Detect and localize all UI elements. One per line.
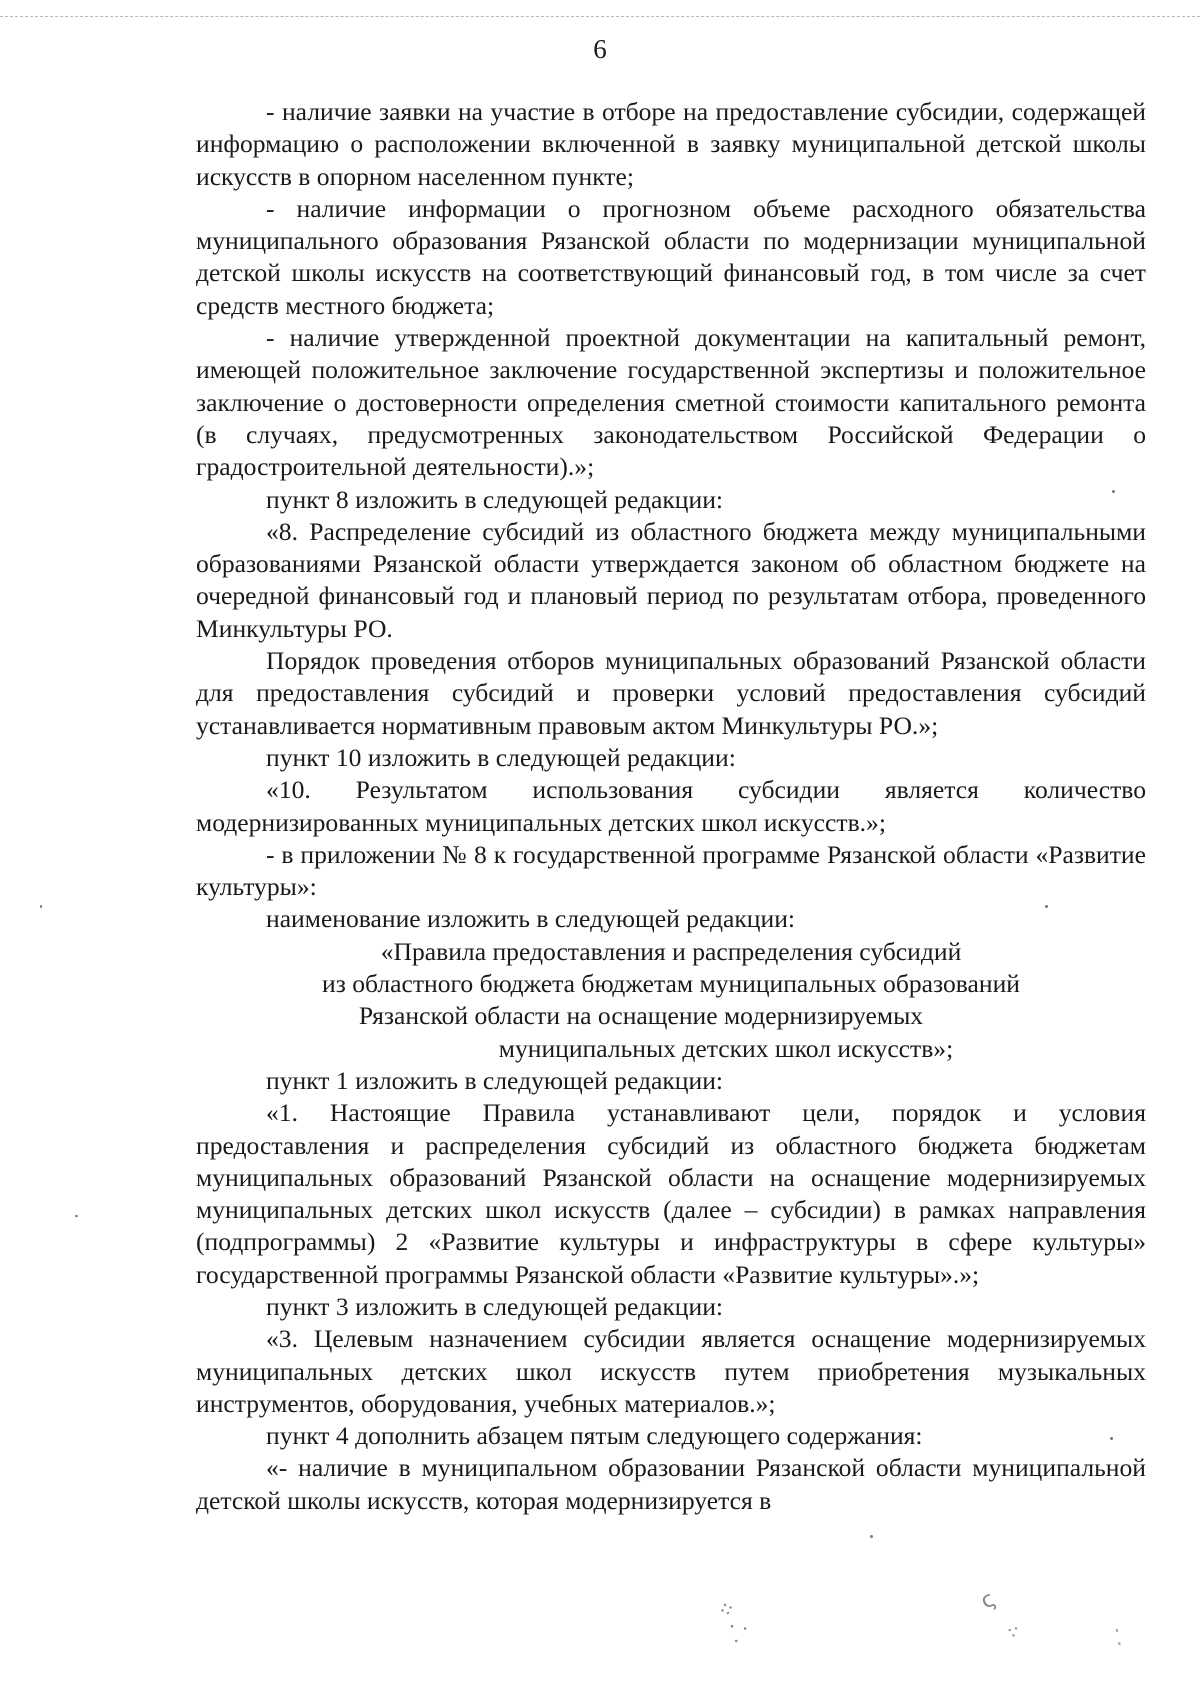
document-body: [196, 96, 1146, 1517]
paragraph-item-3-instruction: пункт 3 изложить в следующей редакции:: [266, 1291, 724, 1321]
paragraph-forecast-condition: - наличие информации о прогнозном объеме расходного обязательства муниципального образования Рязанской области по модернизации муниципальной детской школы искусств на соответствующий финансовый год, в том числе за счет средств местного бюджета;: [196, 193, 1146, 320]
paragraph-item-10-instruction: пункт 10 изложить в следующей редакции:: [266, 742, 736, 772]
rules-title-line: муниципальных детских школ искусств»;: [498, 1033, 954, 1063]
paragraph-item-1-text: «1. Настоящие Правила устанавливают цели, порядок и условия предоставления и распределения субсидий из областного бюджета бюджетам муниципальных образований Рязанской области на оснащение модернизируемых муниципальных детских школ искусств (далее – субсидии) в рамках направления (подпрограммы) 2 «Развитие культуры и инфраструктуры в сфере культуры» государственной программы Рязанской области «Развитие культуры».»;: [196, 1098, 1146, 1289]
scan-speck: [1112, 490, 1115, 493]
paragraph-selection-procedure: Порядок проведения отборов муниципальных образований Рязанской области для предоставления субсидий и проверки условий предоставления субсидий устанавливается нормативным правовым актом Минкультуры РО.»;: [196, 646, 1146, 740]
scan-speck: [40, 905, 42, 908]
page-number: 6: [593, 34, 607, 64]
paragraph-item-8-text: «8. Распределение субсидий из областного бюджета между муниципальными образованиями Рязанской области утверждается законом об областном бюджете на очередной финансовый год и плановый период по результатам отбора, проведенного Минкультуры РО.: [196, 516, 1146, 643]
scan-speck: [1045, 905, 1048, 908]
scan-mark: ⁖: [1001, 1618, 1022, 1647]
paragraph-item-10-text: «10. Результатом использования субсидии является количество модернизированных муниципальных детских школ искусств.»;: [196, 775, 1146, 837]
scan-speck: [1110, 1437, 1113, 1440]
rules-title-line: Рязанской области на оснащение модернизируемых: [358, 1001, 924, 1031]
scan-mark: ⁚: [1112, 1625, 1125, 1652]
scan-top-edge: [0, 16, 1200, 17]
rules-title: [196, 936, 1146, 1065]
paragraph-item-4-addition: «- наличие в муниципальном образовании Рязанской области муниципальной детской школы искусств, которая модернизируется в: [196, 1453, 1146, 1515]
rules-title-line: «Правила предоставления и распределения субсидий: [380, 936, 962, 966]
paragraph-appendix-8-reference: - в приложении № 8 к государственной программе Рязанской области «Развитие культуры»:: [196, 839, 1146, 902]
paragraph-item-1-instruction: пункт 1 изложить в следующей редакции:: [266, 1065, 724, 1095]
rules-title-line: из областного бюджета бюджетам муниципальных образований: [322, 969, 1020, 999]
scan-mark: ⁘: [714, 1595, 740, 1626]
paragraph-application-condition: - наличие заявки на участие в отборе на предоставление субсидии, содержащей информацию о расположении включенной в заявку муниципальной детской школы искусств в опорном населенном пункте;: [196, 97, 1146, 191]
paragraph-item-3-text: «3. Целевым назначением субсидии является оснащение модернизируемых муниципальных детских школ искусств путем приобретения музыкальных инструментов, оборудования, учебных материалов.»;: [196, 1324, 1146, 1418]
paragraph-title-instruction: наименование изложить в следующей редакции:: [266, 904, 796, 934]
paragraph-item-4-instruction: пункт 4 дополнить абзацем пятым следующего содержания:: [266, 1421, 923, 1451]
scan-mark: ⸪: [726, 1621, 749, 1650]
scan-mark: ς: [976, 1586, 1001, 1615]
scan-speck: [870, 1535, 873, 1538]
paragraph-design-documentation-condition: - наличие утвержденной проектной документации на капитальный ремонт, имеющей положительное заключение государственной экспертизы и положительное заключение о достоверности определения сметной стоимости капитального ремонта (в случаях, предусмотренных законодательством Российской Федерации о градостроительной деятельности).»;: [196, 323, 1146, 482]
scan-speck: [75, 1215, 78, 1217]
paragraph-item-8-instruction: пункт 8 изложить в следующей редакции:: [266, 484, 724, 514]
